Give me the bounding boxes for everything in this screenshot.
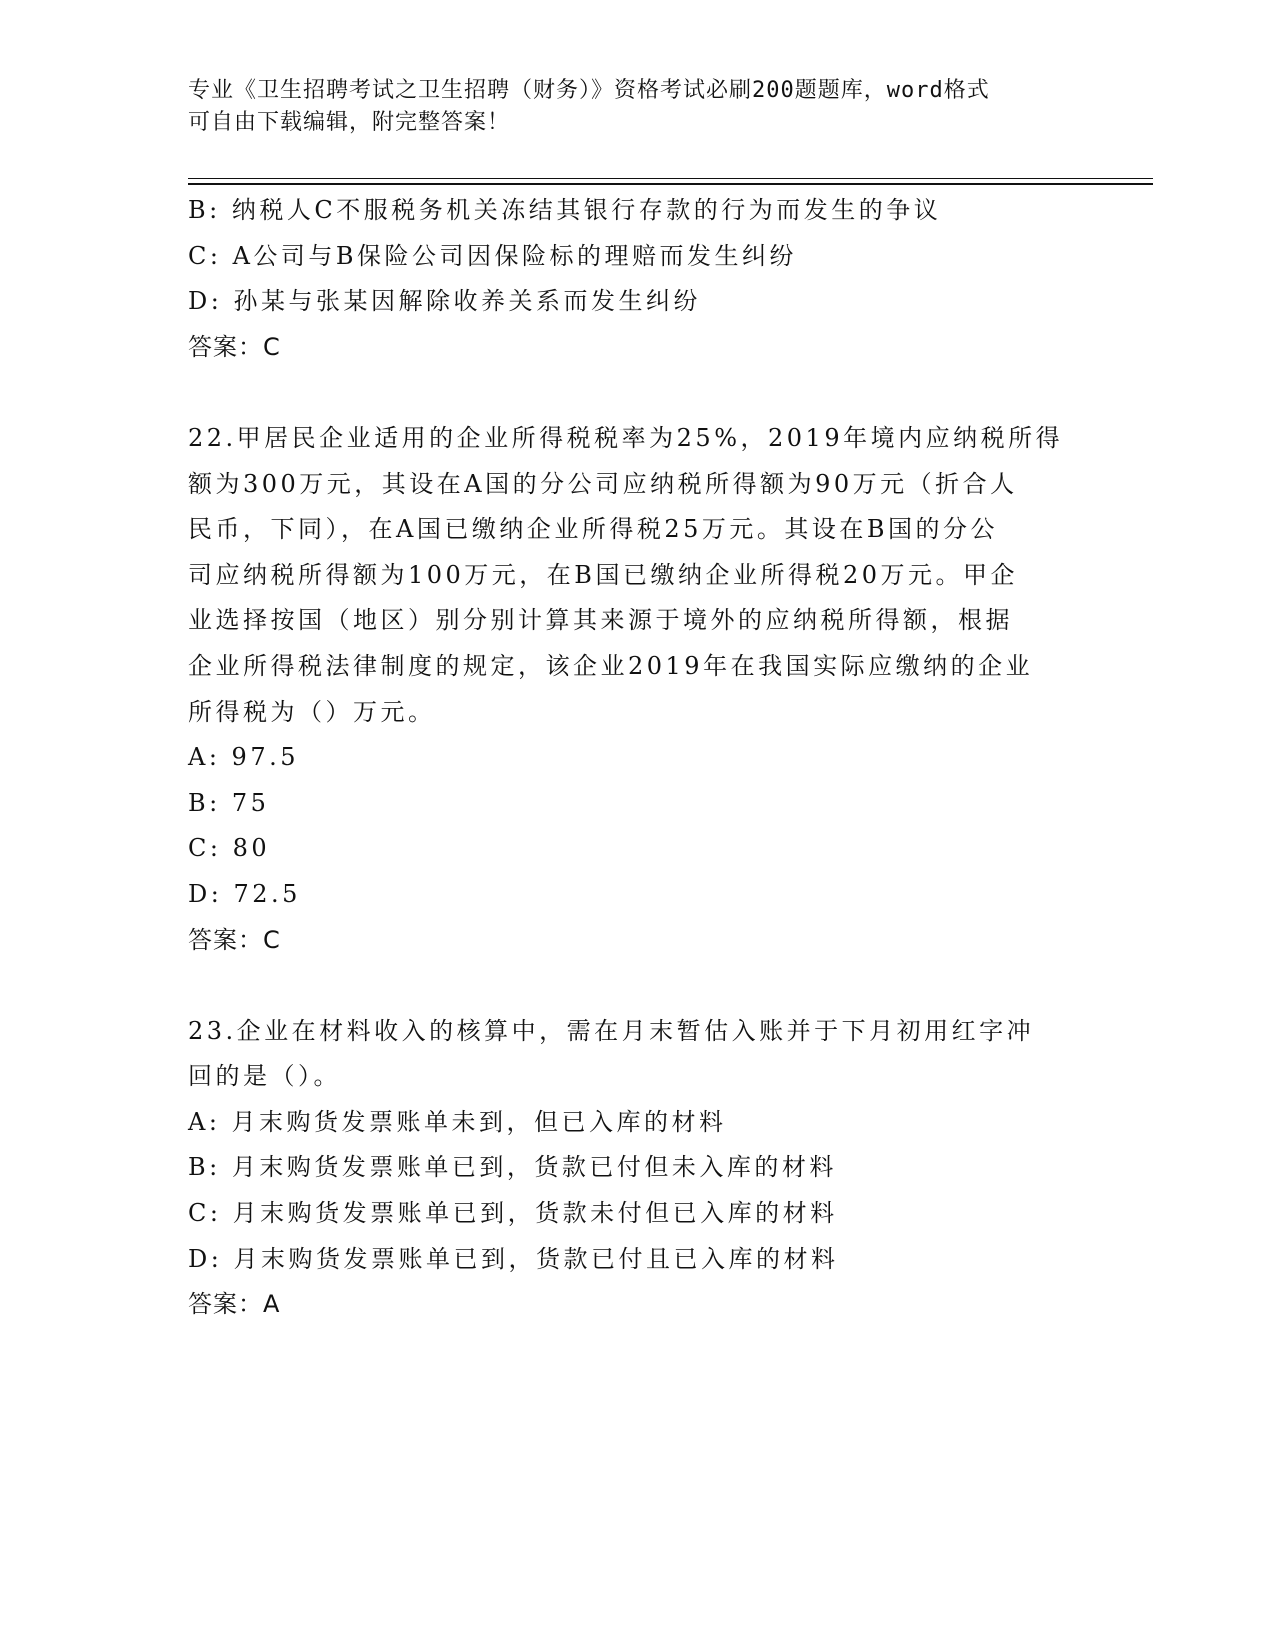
- answer-line: 答案：C: [188, 925, 281, 954]
- spacer: [188, 370, 1088, 416]
- option-a: A: 97.5: [188, 743, 299, 772]
- option-c: C: 月末购货发票账单已到，货款未付但已入库的材料: [188, 1199, 838, 1228]
- option-d: D: 72.5: [188, 879, 301, 908]
- answer-line: 答案：A: [188, 1290, 281, 1319]
- option-d: D: 月末购货发票账单已到，货款已付且已入库的材料: [188, 1244, 839, 1273]
- question-stem-line: 司应纳税所得额为100万元，在B国已缴纳企业所得税20万元。甲企: [188, 560, 1018, 589]
- header-divider-thin: [188, 178, 1153, 179]
- option-c: C: 80: [188, 834, 271, 863]
- option-d: D: 孙某与张某因解除收养关系而发生纠纷: [188, 287, 701, 316]
- question-stem-line: 民币，下同），在A国已缴纳企业所得税25万元。其设在B国的分公: [188, 515, 999, 544]
- question-23: [188, 1009, 1088, 1328]
- answer-line: 答案：C: [188, 332, 281, 361]
- question-stem-line: 所得税为（）万元。: [188, 697, 436, 726]
- header-line-2: 可自由下载编辑，附完整答案！: [188, 110, 511, 135]
- question-stem-line: 业选择按国（地区）别分别计算其来源于境外的应纳税所得额，根据: [188, 606, 1013, 635]
- option-b: B: 月末购货发票账单已到，货款已付但未入库的材料: [188, 1153, 837, 1182]
- question-21: [188, 188, 1088, 370]
- question-stem-line: 回的是（）。: [188, 1062, 341, 1091]
- question-stem-line: 企业所得税法律制度的规定，该企业2019年在我国实际应缴纳的企业: [188, 651, 1034, 680]
- option-c: C: A公司与B保险公司因保险标的理赔而发生纠纷: [188, 241, 798, 270]
- document-body: [188, 188, 1088, 1328]
- question-22: [188, 416, 1088, 963]
- option-b: B: 纳税人C不服税务机关冻结其银行存款的行为而发生的争议: [188, 196, 942, 224]
- spacer: [188, 963, 1088, 1009]
- header-divider-thick: [188, 183, 1153, 185]
- question-stem-line: 23.企业在材料收入的核算中，需在月末暂估入账并于下月初用红字冲: [188, 1016, 1035, 1045]
- option-b: B: 75: [188, 788, 270, 817]
- document-header: [188, 75, 1088, 139]
- option-a: A: 月末购货发票账单未到，但已入库的材料: [188, 1107, 727, 1136]
- header-line-1: 专业《卫生招聘考试之卫生招聘（财务）》资格考试必刷200题题库，word格式: [188, 78, 990, 103]
- question-stem-line: 22.甲居民企业适用的企业所得税税率为25%，2019年境内应纳税所得: [188, 423, 1064, 452]
- question-stem-line: 额为300万元，其设在A国的分公司应纳税所得额为90万元（折合人: [188, 469, 1018, 498]
